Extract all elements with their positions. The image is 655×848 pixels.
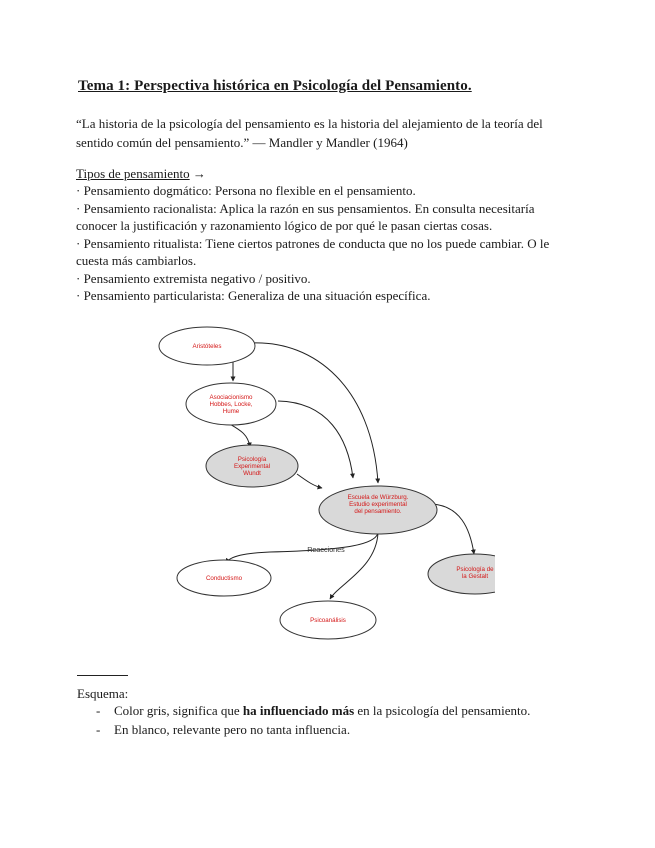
node-aristoteles-label: Aristóteles — [192, 343, 222, 350]
node-conductismo-label: Conductismo — [205, 575, 243, 582]
node-wurzburg-line1: Escuela de Würzburg. — [347, 494, 409, 501]
node-asociacionismo-line1: Asociacionismo — [209, 394, 253, 401]
edge-wurzburg-conductismo — [226, 533, 378, 563]
scheme-text-before: En blanco, relevante pero no tanta influencia. — [114, 722, 351, 737]
scheme-item-white — [96, 720, 566, 739]
types-list — [76, 182, 576, 305]
scheme-item-text — [114, 720, 350, 739]
node-conductismo — [177, 560, 271, 596]
right-arrow-icon: → — [189, 166, 206, 181]
scheme-list — [96, 701, 566, 739]
node-aristoteles — [159, 327, 255, 365]
footnote-divider — [77, 675, 128, 676]
scheme-title: Esquema: — [77, 686, 129, 701]
scheme-bullet: - — [96, 703, 101, 718]
node-gestalt-line1: Psicología de — [456, 566, 494, 573]
scheme-text-before: Color gris, significa que — [114, 703, 243, 718]
node-asociacionismo — [186, 383, 276, 425]
page-title: Tema 1: Perspectiva histórica en Psicología del Pensamiento. — [78, 78, 472, 94]
reacciones-label: Reacciones — [307, 545, 345, 554]
node-psicoanalisis — [280, 601, 376, 639]
type-item-particularista: · Pensamiento particularista: Generaliza de una situación específica. — [76, 288, 431, 303]
node-asociacionismo-line2: Hobbes, Locke, — [209, 401, 253, 408]
node-wurzburg-line3: del pensamiento. — [354, 508, 402, 515]
node-wurzburg-line2: Estudio experimental — [349, 501, 407, 508]
scheme-text-bold: ha influenciado más — [242, 703, 355, 718]
node-psicoanalisis-label: Psicoanálisis — [310, 617, 346, 624]
node-psicologia-line2: Experimental — [233, 463, 271, 470]
node-psicologia-line3: Wundt — [243, 470, 261, 477]
type-item-dogmatico: · Pensamiento dogmático: Persona no flexible en el pensamiento. — [76, 183, 416, 198]
edge-wurzburg-gestalt — [432, 504, 474, 554]
edge-wurzburg-psicoanalisis — [330, 533, 378, 599]
node-gestalt — [428, 554, 495, 594]
type-item-ritualista: · Pensamiento ritualista: Tiene ciertos patrones de conducta que no los puede cambiar. O le cuesta más cambiarlos. — [76, 235, 550, 268]
node-asociacionismo-line3: Hume — [222, 408, 240, 415]
node-psicologia-line1: Psicología — [237, 456, 267, 463]
type-item-racionalista: · Pensamiento racionalista: Aplica la razón en sus pensamientos. En consulta necesitaría conocer la justificación y razonamiento lógico de por qué le pasan ciertas cosas. — [76, 200, 535, 233]
scheme-text-after: en la psicología del pensamiento. — [354, 703, 531, 718]
edge-asociacionismo-psicologia — [228, 423, 250, 447]
mandler-quote: “La historia de la psicología del pensamiento es la historia del alejamiento de la teoría del sentido común del pensamiento.” — Mandler y Mandler (1964) — [76, 116, 543, 150]
scheme-item-text — [114, 701, 530, 720]
scheme-item-gray — [96, 701, 566, 720]
type-item-extremista: · Pensamiento extremista negativo / positivo. — [76, 270, 311, 286]
scheme-bullet: - — [96, 722, 101, 737]
node-psicologia-experimental — [206, 445, 298, 487]
types-heading — [76, 164, 206, 183]
types-heading-text: Tipos de pensamiento — [76, 166, 190, 181]
node-gestalt-line2: la Gestalt — [461, 573, 489, 580]
edge-psicologia-wurzburg — [297, 474, 322, 488]
history-diagram — [150, 318, 495, 648]
node-wurzburg — [319, 486, 437, 534]
